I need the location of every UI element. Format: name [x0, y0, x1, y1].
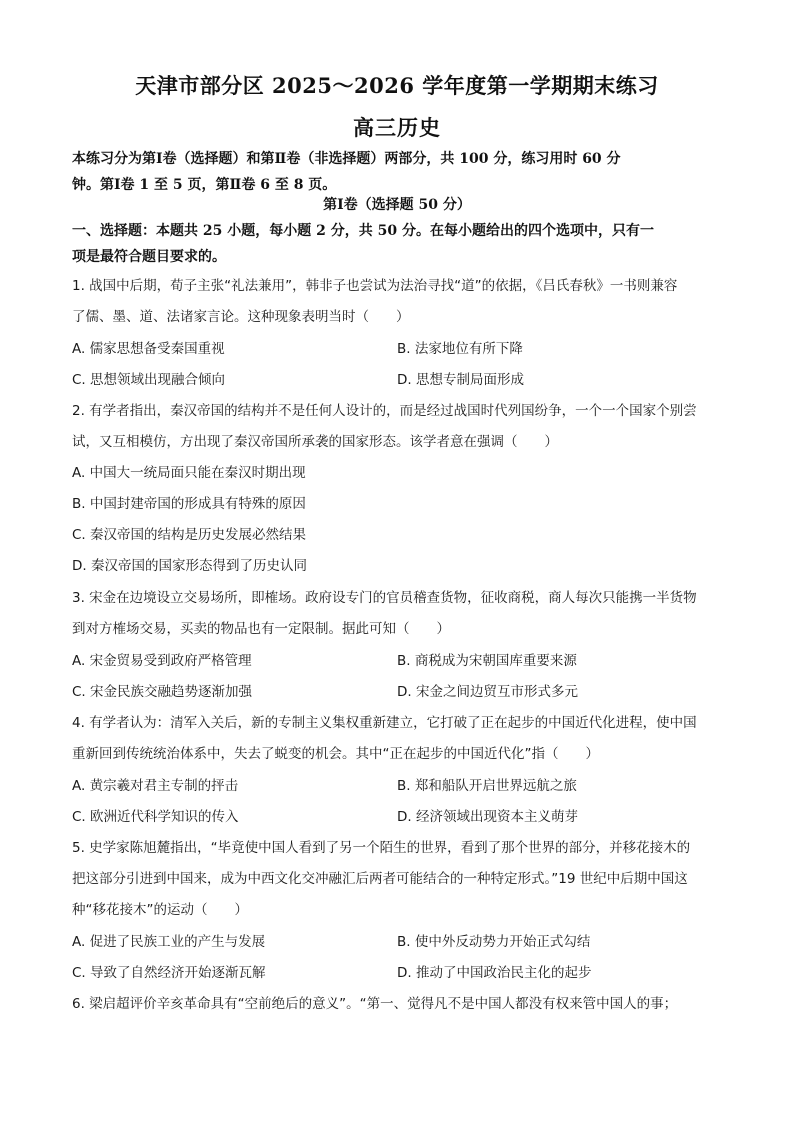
- question-stem-line: 重新回到传统统治体系中，失去了蜕变的机会。其中“正在起步的中国近代化”指（ ）: [72, 746, 599, 762]
- question-stem-line: 4. 有学者认为：清军入关后，新的专制主义集权重新建立，它打破了正在起步的中国近代化进程，使中国: [72, 715, 697, 731]
- section-instruction: [72, 218, 722, 270]
- option-b: B. 商税成为宋朝国库重要来源: [397, 653, 577, 669]
- question-stem-line: 试，又互相模仿，方出现了秦汉帝国所承袭的国家形态。该学者意在强调（ ）: [72, 434, 558, 450]
- option-d: D. 宋金之间边贸互市形式多元: [397, 684, 578, 700]
- intro-line: 本练习分为第Ⅰ卷（选择题）和第Ⅱ卷（非选择题）两部分，共 100 分，练习用时 60 分: [72, 151, 621, 167]
- option-d: D. 经济领域出现资本主义萌芽: [397, 809, 578, 825]
- exam-title: 天津市部分区 2025～2026 学年度第一学期期末练习: [135, 73, 659, 98]
- option-a: A. 黄宗羲对君主专制的抨击: [72, 778, 239, 794]
- question-stem-line: 3. 宋金在边境设立交易场所，即榷场。政府设专门的官员稽查货物，征收商税，商人每次只能携一半货物: [72, 590, 697, 606]
- option-a: A. 中国大一统局面只能在秦汉时期出现: [72, 465, 306, 481]
- question-stem-line: 了儒、墨、道、法诸家言论。这种现象表明当时（ ）: [72, 309, 410, 325]
- option-d: D. 推动了中国政治民主化的起步: [397, 965, 592, 981]
- option-c: C. 导致了自然经济开始逐渐瓦解: [72, 965, 266, 981]
- option-a: A. 促进了民族工业的产生与发展: [72, 934, 266, 950]
- question-stem-line: 把这部分引进到中国来，成为中西文化交冲融汇后两者可能结合的一种特定形式。”19 世纪中后期中国这: [72, 871, 688, 887]
- option-c: C. 秦汉帝国的结构是历史发展必然结果: [72, 527, 307, 543]
- option-b: B. 法家地位有所下降: [397, 341, 523, 357]
- option-c: C. 欧洲近代科学知识的传入: [72, 809, 239, 825]
- question-stem-line: 种“移花接木”的运动（ ）: [72, 902, 248, 918]
- instruction-line: 一、选择题：本题共 25 小题，每小题 2 分，共 50 分。在每小题给出的四个选项中，只有一: [72, 223, 654, 239]
- option-b: B. 使中外反动势力开始正式勾结: [397, 934, 591, 950]
- question-stem-line: 1. 战国中后期，荀子主张“礼法兼用”，韩非子也尝试为法治寻找“道”的依据，《吕氏春秋》一书则兼容: [72, 278, 678, 294]
- instruction-line: 项是最符合题目要求的。: [72, 249, 226, 265]
- question-stem-line: 2. 有学者指出，秦汉帝国的结构并不是任何人设计的，而是经过战国时代列国纷争，一个一个国家个别尝: [72, 403, 697, 419]
- option-b: B. 郑和船队开启世界远航之旅: [397, 778, 577, 794]
- option-d: D. 思想专制局面形成: [397, 372, 524, 388]
- option-d: D. 秦汉帝国的国家形态得到了历史认同: [72, 558, 307, 574]
- question-stem-line: 5. 史学家陈旭麓指出，“毕竟使中国人看到了另一个陌生的世界，看到了那个世界的部分，并移花接木的: [72, 840, 691, 856]
- option-c: C. 宋金民族交融趋势逐渐加强: [72, 684, 253, 700]
- exam-subject: 高三历史: [353, 115, 441, 140]
- question-stem-line: 6. 梁启超评价辛亥革命具有“空前绝后的意义”。“第一、觉得凡不是中国人都没有权来管中国人的事；: [72, 996, 678, 1012]
- question-stem-line: 到对方榷场交易，买卖的物品也有一定限制。据此可知（ ）: [72, 621, 450, 637]
- option-a: A. 儒家思想备受秦国重视: [72, 341, 225, 357]
- option-c: C. 思想领域出现融合倾向: [72, 372, 226, 388]
- option-a: A. 宋金贸易受到政府严格管理: [72, 653, 252, 669]
- intro-line: 钟。第Ⅰ卷 1 至 5 页，第Ⅱ卷 6 至 8 页。: [72, 177, 337, 193]
- section-heading: 第Ⅰ卷（选择题 50 分）: [323, 197, 471, 213]
- option-b: B. 中国封建帝国的形成具有特殊的原因: [72, 496, 306, 512]
- exam-intro: [72, 146, 722, 198]
